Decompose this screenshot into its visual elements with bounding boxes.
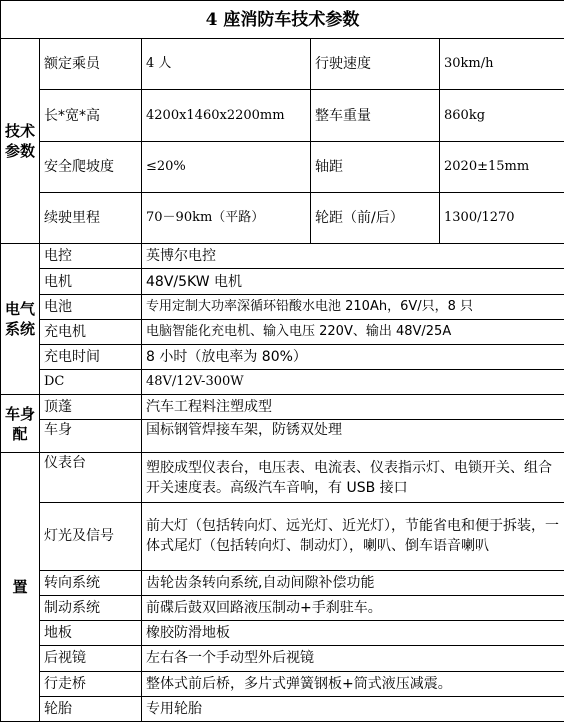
table-row [1, 193, 564, 244]
param-label: 整车重量 [311, 90, 440, 141]
param-value: 70－90km（平路） [142, 193, 311, 244]
row-value: 橡胶防滑地板 [142, 621, 564, 646]
row-value: 塑胶成型仪表台，电压表、电流表、仪表指示灯、电锁开关、组合开关速度表。高级汽车音响，有 USB 接口 [142, 453, 564, 502]
row-label: 电池 [40, 294, 142, 319]
category-tech-params: 技术参数 [1, 39, 40, 244]
param-label: 额定乘员 [40, 39, 142, 90]
row-value: 专用定制大功率深循环铅酸水电池 210Ah，6V/只，8 只 [142, 294, 564, 319]
row-label: 电机 [40, 269, 142, 294]
param-value: 1300/1270 [440, 193, 564, 244]
param-label: 行驶速度 [311, 39, 440, 90]
table-row [1, 269, 564, 294]
row-value: 国标钢管焊接车架，防锈双处理 [142, 420, 564, 453]
table-row [1, 141, 564, 192]
param-label: 安全爬坡度 [40, 141, 142, 192]
row-label: 行走桥 [40, 671, 142, 696]
row-label: 顶蓬 [40, 395, 142, 420]
table-row [1, 671, 564, 696]
table-row [1, 369, 564, 394]
row-label: 轮胎 [40, 696, 142, 721]
row-label: 灯光及信号 [40, 502, 142, 570]
table-row [1, 90, 564, 141]
param-value: ≤20% [142, 141, 311, 192]
param-label: 续驶里程 [40, 193, 142, 244]
table-row [1, 420, 564, 453]
category-body: 车身配 [1, 395, 40, 453]
row-value: 前大灯（包括转向灯、远光灯、近光灯），节能省电和便于拆装，一体式尾灯（包括转向灯、制动灯），喇叭、倒车语音喇叭 [142, 502, 564, 570]
row-value: 汽车工程料注塑成型 [142, 395, 564, 420]
table-row [1, 621, 564, 646]
param-value: 2020±15mm [440, 141, 564, 192]
table-row [1, 294, 564, 319]
param-value: 4200x1460x2200mm [142, 90, 311, 141]
page-title: 4 座消防车技术参数 [1, 1, 564, 39]
row-value: 英博尔电控 [142, 244, 564, 269]
table-row [1, 244, 564, 269]
row-label: DC [40, 369, 142, 394]
row-label: 车身 [40, 420, 142, 453]
row-value: 齿轮齿条转向系统,自动间隙补偿功能 [142, 571, 564, 596]
param-value: 4 人 [142, 39, 311, 90]
row-value: 专用轮胎 [142, 696, 564, 721]
table-row [1, 39, 564, 90]
row-label: 地板 [40, 621, 142, 646]
table-row [1, 596, 564, 621]
row-value: 前碟后鼓双回路液压制动+手刹驻车。 [142, 596, 564, 621]
row-value: 整体式前后桥，多片式弹簧钢板+筒式液压减震。 [142, 671, 564, 696]
row-label: 转向系统 [40, 571, 142, 596]
table-row [1, 696, 564, 721]
param-value: 860kg [440, 90, 564, 141]
table-row [1, 571, 564, 596]
row-value: 48V/12V-300W [142, 369, 564, 394]
row-value: 电脑智能化充电机、输入电压 220V、输出 48V/25A [142, 319, 564, 344]
row-label: 后视镜 [40, 646, 142, 671]
table-row [1, 395, 564, 420]
row-label: 充电机 [40, 319, 142, 344]
param-label: 长*宽*高 [40, 90, 142, 141]
table-row [1, 502, 564, 570]
table-row [1, 646, 564, 671]
row-value: 48V/5KW 电机 [142, 269, 564, 294]
param-label: 轮距（前/后） [311, 193, 440, 244]
table-row [1, 319, 564, 344]
row-value: 8 小时（放电率为 80%） [142, 344, 564, 369]
param-value: 30km/h [440, 39, 564, 90]
row-label: 充电时间 [40, 344, 142, 369]
param-label: 轴距 [311, 141, 440, 192]
row-label: 仪表台 [40, 453, 142, 502]
row-label: 制动系统 [40, 596, 142, 621]
table-row [1, 344, 564, 369]
category-electric: 电气系统 [1, 244, 40, 395]
category-config: 置 [1, 453, 40, 722]
table-row [1, 453, 564, 502]
row-value: 左右各一个手动型外后视镜 [142, 646, 564, 671]
row-label: 电控 [40, 244, 142, 269]
title-row [1, 1, 564, 39]
